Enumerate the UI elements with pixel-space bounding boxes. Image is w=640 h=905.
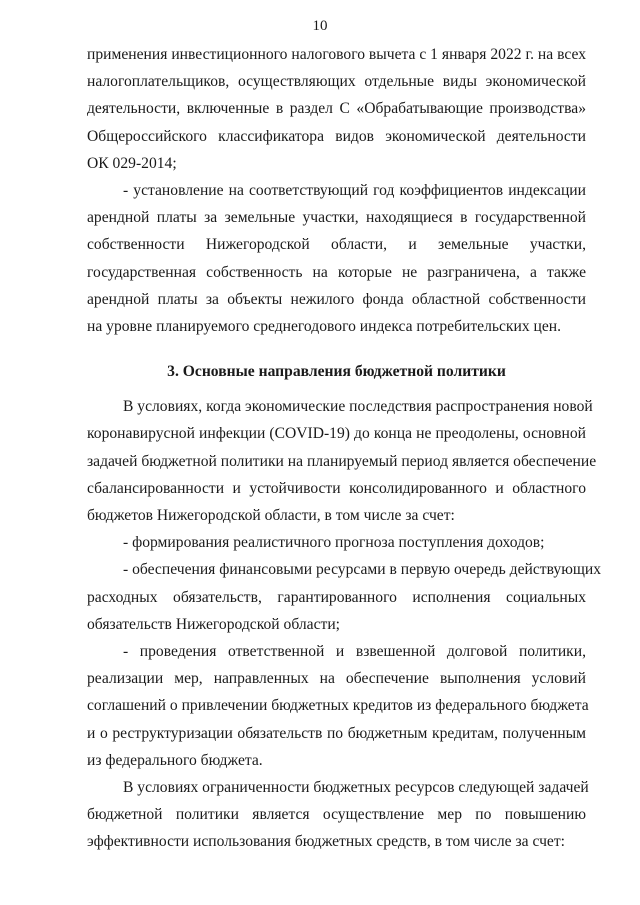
paragraph-intro — [87, 393, 597, 529]
text-line: налогоплательщиков, осуществляющих отдельные виды экономической — [87, 73, 586, 91]
text-line: арендной платы за земельные участки, находящиеся в государственной — [87, 209, 586, 227]
section-heading: 3. Основные направления бюджетной политики — [167, 363, 506, 381]
text-line: ОК 029-2014; — [87, 154, 177, 172]
text-line: эффективности использования бюджетных средств, в том числе за счет: — [87, 833, 565, 851]
paragraph-continuation — [87, 41, 586, 177]
text-line: реализации мер, направленных на обеспечение выполнения условий — [87, 670, 586, 688]
paragraph-efficiency — [87, 774, 589, 856]
text-line: применения инвестиционного налогового вычета с 1 января 2022 г. на всех — [87, 46, 586, 63]
text-line: обязательств Нижегородской области; — [87, 615, 341, 633]
text-line: задачей бюджетной политики на планируемый период является обеспечение — [87, 452, 597, 470]
text-line: В условиях ограниченности бюджетных ресурсов следующей задачей — [123, 778, 589, 796]
text-line: и о реструктуризации обязательств по бюджетным кредитам, полученным — [87, 724, 586, 742]
text-line: соглашений о привлечении бюджетных кредитов из федерального бюджета — [87, 697, 589, 715]
text-line: - обеспечения финансовыми ресурсами в первую очередь действующих — [123, 561, 602, 579]
text-line: расходных обязательств, гарантированного исполнения социальных — [87, 588, 586, 606]
text-line: государственная собственность на которые не разграничена, а также — [87, 263, 586, 281]
text-line: бюджетной политики является осуществление мер по повышению — [87, 806, 586, 824]
text-line: - формирования реалистичного прогноза поступления доходов; — [123, 534, 545, 552]
list-item-revenue-forecast — [87, 529, 586, 556]
page-number: 10 — [312, 18, 328, 34]
list-item-debt-policy — [87, 638, 589, 774]
text-line: деятельности, включенные в раздел С «Обрабатывающие производства» — [87, 100, 586, 118]
text-line: на уровне планируемого среднегодового индекса потребительских цен. — [87, 317, 562, 335]
text-line: бюджетов Нижегородской области, в том числе за счет: — [87, 507, 455, 524]
page-content — [87, 41, 602, 855]
text-line: - проведения ответственной и взвешенной долговой политики, — [123, 642, 586, 660]
text-line: Общероссийского классификатора видов экономической деятельности — [87, 127, 586, 145]
text-line: собственности Нижегородской области, и земельные участки, — [87, 236, 586, 254]
list-item-rent-indexation — [87, 177, 586, 340]
text-line: сбалансированности и устойчивости консолидированного и областного — [87, 479, 586, 497]
text-line: арендной платы за объекты нежилого фонда областной собственности — [87, 290, 586, 308]
list-item-financial-resources — [87, 556, 602, 638]
text-line: коронавирусной инфекции (COVID-19) до конца не преодолены, основной — [87, 425, 586, 443]
text-line: - установление на соответствующий год коэффициентов индексации — [123, 181, 586, 199]
text-line: из федерального бюджета. — [87, 751, 263, 769]
text-line: В условиях, когда экономические последствия распространения новой — [123, 398, 593, 416]
